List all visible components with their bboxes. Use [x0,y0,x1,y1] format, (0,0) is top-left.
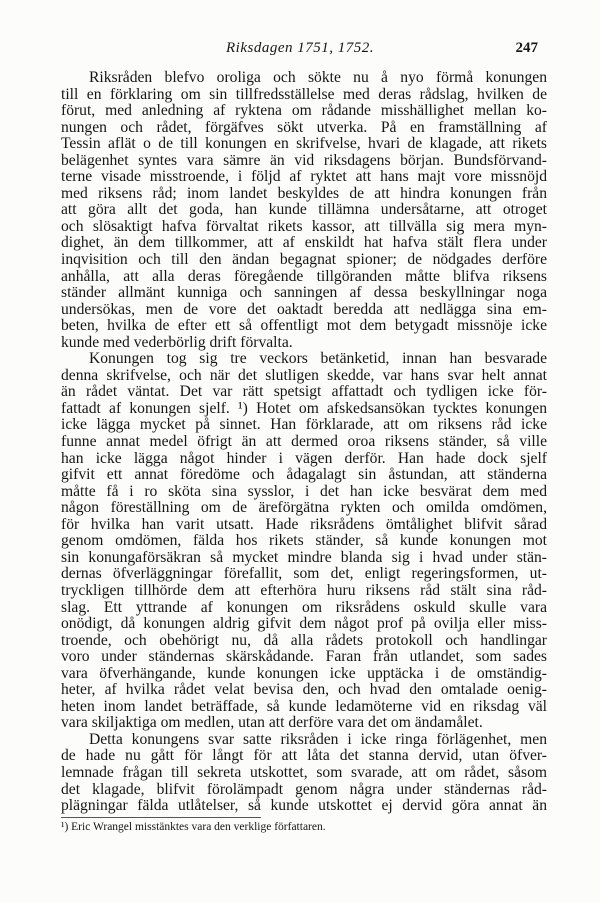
text-line: dighet, än dem tillkommer, att af enskildt hat hafva stält flera under [61,235,547,252]
text-line: gifvit ett annat föredöme och ådagalagt sin åstundan, att ständerna [61,467,547,484]
text-line: terne visade misstroende, i följd af ryktet att hans majt vore missnöjd [61,169,547,186]
text-line: kunde med vederbörlig drift förvalta. [61,334,293,351]
text-line: plägningar fälda utlåtelser, så kunde utskottet ej dervid göra annat än [61,798,547,815]
text-line: de hade nu gått för långt för att låta det stanna dervid, utan öfver- [61,748,547,765]
text-line: och slösaktigt hafva förvaltat rikets kassor, att tillvälla sig mera myn- [61,218,547,235]
text-line: belägenhet syntes vara sämre än vid riksdagens början. Bundsförvand- [61,152,547,169]
text-line: Konungen tog sig tre veckors betänketid, innan han besvarade [89,351,547,368]
text-line: heter, af hvilka rådet velat bevisa den, och hvad den omtalade oenig- [61,682,547,699]
text-line: någon föreställning om de äreförgätna rykten och omilda omdömen, [61,500,547,517]
text-line: fattadt af konungen sjelf. ¹) Hotet om afskedsansökan tycktes konungen [61,400,547,417]
text-line: genom omdömen, fälda hos rikets ständer, så kunde konungen mot [61,533,547,550]
text-line: onödigt, då konungen aldrig gifvit dem något prof på ovilja eller miss- [61,616,547,633]
text-line: funne annat medel öfrigt än att dermed oroa riksens ständer, så ville [61,434,547,451]
text-line: förut, med anledning af ryktena om rådande misshällighet mellan ko- [61,103,547,120]
text-line: dernas öfverläggningar förefallit, som det, enligt regeringsformen, ut- [61,566,547,583]
page-number: 247 [515,40,538,56]
footnote: ¹) Eric Wrangel misstänktes vara den verklige författaren. [61,820,326,833]
text-line: voro under ständernas skärskådande. Faran från utlandet, som sades [61,649,547,666]
text-line: ständer allmänt kunniga och sanningen af dessa beskyllningar noga [61,285,547,302]
text-line: troende, och obehörigt nu, då alla rådets protokoll och handlingar [61,632,547,649]
text-line: nungen och rådet, förgäfves sökt utverka. På en framställning af [61,119,547,136]
text-line: denna skrifvelse, och när det slutligen skedde, var hans svar helt annat [61,367,547,384]
text-line: lemnade frågan till sekreta utskottet, som svarade, att om rådet, såsom [61,764,547,781]
body-text [61,70,547,834]
text-line: tryckligen tillhörde dem att efterhöra huru riksens råd stält sina råd- [61,582,547,599]
text-line: heten inom landet beträffade, så kunde ledamöterne vid en riksdag väl [61,698,547,715]
text-line: Tessin aflät o de till konungen en skrifvelse, hvari de klagade, att rikets [61,136,547,153]
text-line: beten, hvilka de efter ett så offentligt mot dem betygadt missnöje icke [61,318,547,335]
text-line: Detta konungens svar satte riksråden i icke ringa förlägenhet, men [89,731,547,748]
text-line: att göra allt det goda, han kunde tillämna undersåtarne, att otroget [61,202,547,219]
text-line: vara skiljaktiga om medlen, utan att derföre vara det om ändamålet. [61,715,483,732]
text-line: Riksråden blefvo oroliga och sökte nu å nyo förmå konungen [89,70,547,86]
text-line: han icke lägga något hinder i vägen derför. Han hade dock sjelf [61,450,547,467]
running-head [0,40,600,62]
text-line: till en förklaring om sin tillfredsställelse med deras rådslag, hvilken de [61,86,547,103]
text-line: med riksens råd; inom landet beskyldes de att hindra konungen från [61,185,547,202]
text-line: vara öfverhängande, kunde konungen icke upptäcka i de omständig- [61,665,547,682]
text-line: anhålla, att alla deras föregående tillgöranden måtte blifva riksens [61,268,547,285]
text-line: icke lägga mycket på sinnet. Han förklarade, att om riksens råd icke [61,417,547,434]
footnote-rule [61,817,261,818]
text-line: inqvisition och till den ändan begagnat spioner; de nödgades derföre [61,252,547,269]
running-title: Riksdagen 1751, 1752. [226,40,374,56]
text-line: än rådet väntat. Det var rätt spetsigt affattadt och tydligen icke för- [61,384,547,401]
text-line: undersökas, men de vore det oaktadt beredda att nedlägga sina em- [61,301,547,318]
text-line: för hvilka han varit utsatt. Hade riksrådens ömtålighet blifvit sårad [61,516,547,533]
text-line: slag. Ett yttrande af konungen om riksrådens oskuld skulle vara [61,599,547,616]
text-line: sin konungaförsäkran så mycket mindre blanda sig i hvad under stän- [61,549,547,566]
text-line: måtte få i ro sköta sina sysslor, i det han icke besvärat dem med [61,483,547,500]
text-line: det klagade, blifvit förolämpadt genom några under ständernas råd- [61,781,547,798]
